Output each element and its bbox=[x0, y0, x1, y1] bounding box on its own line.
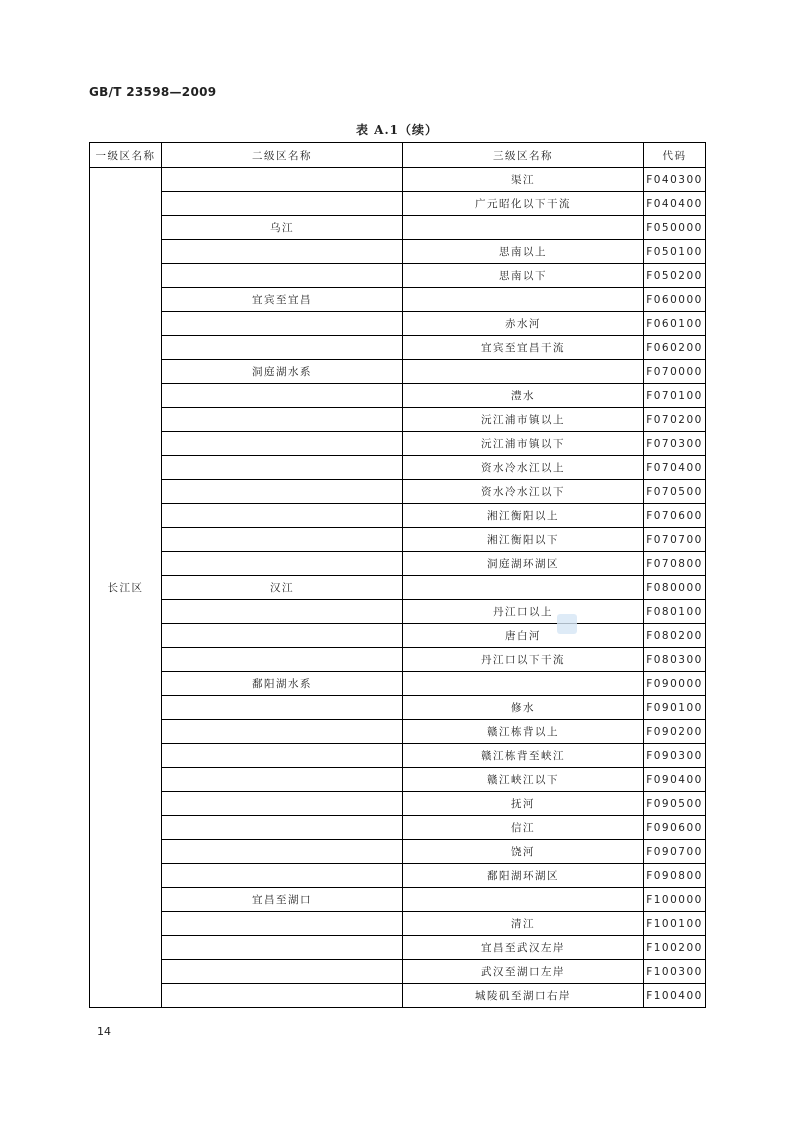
table-header-row bbox=[90, 143, 706, 168]
table-row bbox=[90, 264, 706, 288]
level3-region-cell: 资水冷水江以上 bbox=[403, 456, 644, 480]
level3-region-cell: 鄱阳湖环湖区 bbox=[403, 864, 644, 888]
table-row bbox=[90, 384, 706, 408]
region-code-cell: F100300 bbox=[644, 960, 706, 984]
table-row bbox=[90, 168, 706, 192]
region-code-cell: F080300 bbox=[644, 648, 706, 672]
table-row bbox=[90, 816, 706, 840]
level3-region-cell: 思南以下 bbox=[403, 264, 644, 288]
level2-region-cell bbox=[162, 912, 403, 936]
region-code-cell: F070300 bbox=[644, 432, 706, 456]
level2-region-cell bbox=[162, 600, 403, 624]
region-code-cell: F070200 bbox=[644, 408, 706, 432]
level3-region-cell: 赣江栋背至峡江 bbox=[403, 744, 644, 768]
level2-region-cell bbox=[162, 384, 403, 408]
level2-region-cell bbox=[162, 456, 403, 480]
table-row bbox=[90, 552, 706, 576]
region-code-cell: F070800 bbox=[644, 552, 706, 576]
table-row bbox=[90, 864, 706, 888]
table-row bbox=[90, 840, 706, 864]
region-code-cell: F090000 bbox=[644, 672, 706, 696]
table-row bbox=[90, 720, 706, 744]
table-row bbox=[90, 216, 706, 240]
level2-region-cell: 洞庭湖水系 bbox=[162, 360, 403, 384]
region-code-cell: F060100 bbox=[644, 312, 706, 336]
level2-region-cell: 汉江 bbox=[162, 576, 403, 600]
table-row bbox=[90, 336, 706, 360]
level2-region-cell bbox=[162, 720, 403, 744]
region-code-cell: F050100 bbox=[644, 240, 706, 264]
table-row bbox=[90, 480, 706, 504]
region-code-cell: F040400 bbox=[644, 192, 706, 216]
table-row bbox=[90, 288, 706, 312]
level3-region-cell: 湘江衡阳以上 bbox=[403, 504, 644, 528]
level3-region-cell: 澧水 bbox=[403, 384, 644, 408]
standard-code: GB/T 23598—2009 bbox=[89, 85, 217, 99]
region-code-cell: F050200 bbox=[644, 264, 706, 288]
region-code-cell: F090600 bbox=[644, 816, 706, 840]
region-code-cell: F100100 bbox=[644, 912, 706, 936]
table-row bbox=[90, 504, 706, 528]
level2-region-cell: 鄱阳湖水系 bbox=[162, 672, 403, 696]
table-row bbox=[90, 960, 706, 984]
region-code-cell: F090200 bbox=[644, 720, 706, 744]
level3-region-cell: 城陵矶至湖口右岸 bbox=[403, 984, 644, 1008]
table-row bbox=[90, 744, 706, 768]
level2-region-cell bbox=[162, 960, 403, 984]
table-row bbox=[90, 360, 706, 384]
table-row bbox=[90, 600, 706, 624]
table-row bbox=[90, 672, 706, 696]
level3-region-cell: 宜昌至武汉左岸 bbox=[403, 936, 644, 960]
level3-region-cell: 沅江浦市镇以下 bbox=[403, 432, 644, 456]
table-row bbox=[90, 408, 706, 432]
level2-region-cell bbox=[162, 504, 403, 528]
region-code-cell: F070400 bbox=[644, 456, 706, 480]
level3-region-cell bbox=[403, 288, 644, 312]
level3-region-cell bbox=[403, 888, 644, 912]
level3-region-cell bbox=[403, 360, 644, 384]
level2-region-cell bbox=[162, 768, 403, 792]
page-number: 14 bbox=[97, 1025, 111, 1038]
level2-region-cell bbox=[162, 552, 403, 576]
level2-region-cell bbox=[162, 816, 403, 840]
region-code-table bbox=[89, 142, 706, 1008]
level3-region-cell bbox=[403, 216, 644, 240]
table-row bbox=[90, 312, 706, 336]
region-code-cell: F090700 bbox=[644, 840, 706, 864]
region-code-cell: F070600 bbox=[644, 504, 706, 528]
level3-region-cell: 资水冷水江以下 bbox=[403, 480, 644, 504]
table-row bbox=[90, 456, 706, 480]
region-code-cell: F070500 bbox=[644, 480, 706, 504]
table-row bbox=[90, 624, 706, 648]
watermark-logo bbox=[557, 614, 577, 634]
column-header-code: 代码 bbox=[644, 143, 706, 168]
level3-region-cell: 广元昭化以下干流 bbox=[403, 192, 644, 216]
level3-region-cell: 唐白河 bbox=[403, 624, 644, 648]
level2-region-cell bbox=[162, 408, 403, 432]
region-code-cell: F060000 bbox=[644, 288, 706, 312]
level2-region-cell bbox=[162, 864, 403, 888]
level3-region-cell bbox=[403, 576, 644, 600]
region-code-cell: F100000 bbox=[644, 888, 706, 912]
level3-region-cell: 沅江浦市镇以上 bbox=[403, 408, 644, 432]
region-code-cell: F100400 bbox=[644, 984, 706, 1008]
level2-region-cell bbox=[162, 648, 403, 672]
level2-region-cell bbox=[162, 432, 403, 456]
region-code-cell: F070700 bbox=[644, 528, 706, 552]
level2-region-cell bbox=[162, 624, 403, 648]
region-code-cell: F040300 bbox=[644, 168, 706, 192]
column-header-level3: 三级区名称 bbox=[403, 143, 644, 168]
level2-region-cell bbox=[162, 528, 403, 552]
column-header-level2: 二级区名称 bbox=[162, 143, 403, 168]
table-row bbox=[90, 768, 706, 792]
level3-region-cell: 思南以上 bbox=[403, 240, 644, 264]
level3-region-cell: 丹江口以上 bbox=[403, 600, 644, 624]
region-code-cell: F050000 bbox=[644, 216, 706, 240]
level3-region-cell: 修水 bbox=[403, 696, 644, 720]
level3-region-cell: 赤水河 bbox=[403, 312, 644, 336]
level2-region-cell bbox=[162, 312, 403, 336]
table-row bbox=[90, 192, 706, 216]
level1-region-cell: 长江区 bbox=[90, 168, 162, 1008]
level2-region-cell: 宜宾至宜昌 bbox=[162, 288, 403, 312]
level3-region-cell: 武汉至湖口左岸 bbox=[403, 960, 644, 984]
level2-region-cell bbox=[162, 696, 403, 720]
level2-region-cell bbox=[162, 744, 403, 768]
level2-region-cell bbox=[162, 792, 403, 816]
level3-region-cell: 抚河 bbox=[403, 792, 644, 816]
level2-region-cell bbox=[162, 336, 403, 360]
level2-region-cell: 宜昌至湖口 bbox=[162, 888, 403, 912]
level2-region-cell: 乌江 bbox=[162, 216, 403, 240]
region-code-cell: F100200 bbox=[644, 936, 706, 960]
table-row bbox=[90, 648, 706, 672]
table-row bbox=[90, 792, 706, 816]
level3-region-cell: 清江 bbox=[403, 912, 644, 936]
level3-region-cell: 湘江衡阳以下 bbox=[403, 528, 644, 552]
region-code-cell: F090800 bbox=[644, 864, 706, 888]
level2-region-cell bbox=[162, 840, 403, 864]
table-row bbox=[90, 912, 706, 936]
level2-region-cell bbox=[162, 936, 403, 960]
region-code-cell: F090400 bbox=[644, 768, 706, 792]
region-code-cell: F080100 bbox=[644, 600, 706, 624]
level2-region-cell bbox=[162, 264, 403, 288]
level2-region-cell bbox=[162, 480, 403, 504]
table-row bbox=[90, 528, 706, 552]
column-header-level1: 一级区名称 bbox=[90, 143, 162, 168]
region-code-cell: F090300 bbox=[644, 744, 706, 768]
table-row bbox=[90, 240, 706, 264]
level3-region-cell bbox=[403, 672, 644, 696]
region-code-cell: F080000 bbox=[644, 576, 706, 600]
region-code-cell: F070100 bbox=[644, 384, 706, 408]
region-code-cell: F070000 bbox=[644, 360, 706, 384]
level3-region-cell: 洞庭湖环湖区 bbox=[403, 552, 644, 576]
table-row bbox=[90, 696, 706, 720]
region-code-cell: F090100 bbox=[644, 696, 706, 720]
level3-region-cell: 丹江口以下干流 bbox=[403, 648, 644, 672]
table-body bbox=[90, 168, 706, 1008]
region-code-cell: F060200 bbox=[644, 336, 706, 360]
region-code-cell: F090500 bbox=[644, 792, 706, 816]
table-caption: 表 A.1（续） bbox=[355, 123, 439, 137]
level2-region-cell bbox=[162, 192, 403, 216]
level3-region-cell: 宜宾至宜昌干流 bbox=[403, 336, 644, 360]
level2-region-cell bbox=[162, 984, 403, 1008]
table-row bbox=[90, 432, 706, 456]
level3-region-cell: 渠江 bbox=[403, 168, 644, 192]
level3-region-cell: 赣江栋背以上 bbox=[403, 720, 644, 744]
table-row bbox=[90, 888, 706, 912]
level2-region-cell bbox=[162, 240, 403, 264]
table-row bbox=[90, 936, 706, 960]
region-code-cell: F080200 bbox=[644, 624, 706, 648]
table-row bbox=[90, 984, 706, 1008]
level2-region-cell bbox=[162, 168, 403, 192]
level3-region-cell: 赣江峡江以下 bbox=[403, 768, 644, 792]
level3-region-cell: 信江 bbox=[403, 816, 644, 840]
table-row bbox=[90, 576, 706, 600]
level3-region-cell: 饶河 bbox=[403, 840, 644, 864]
